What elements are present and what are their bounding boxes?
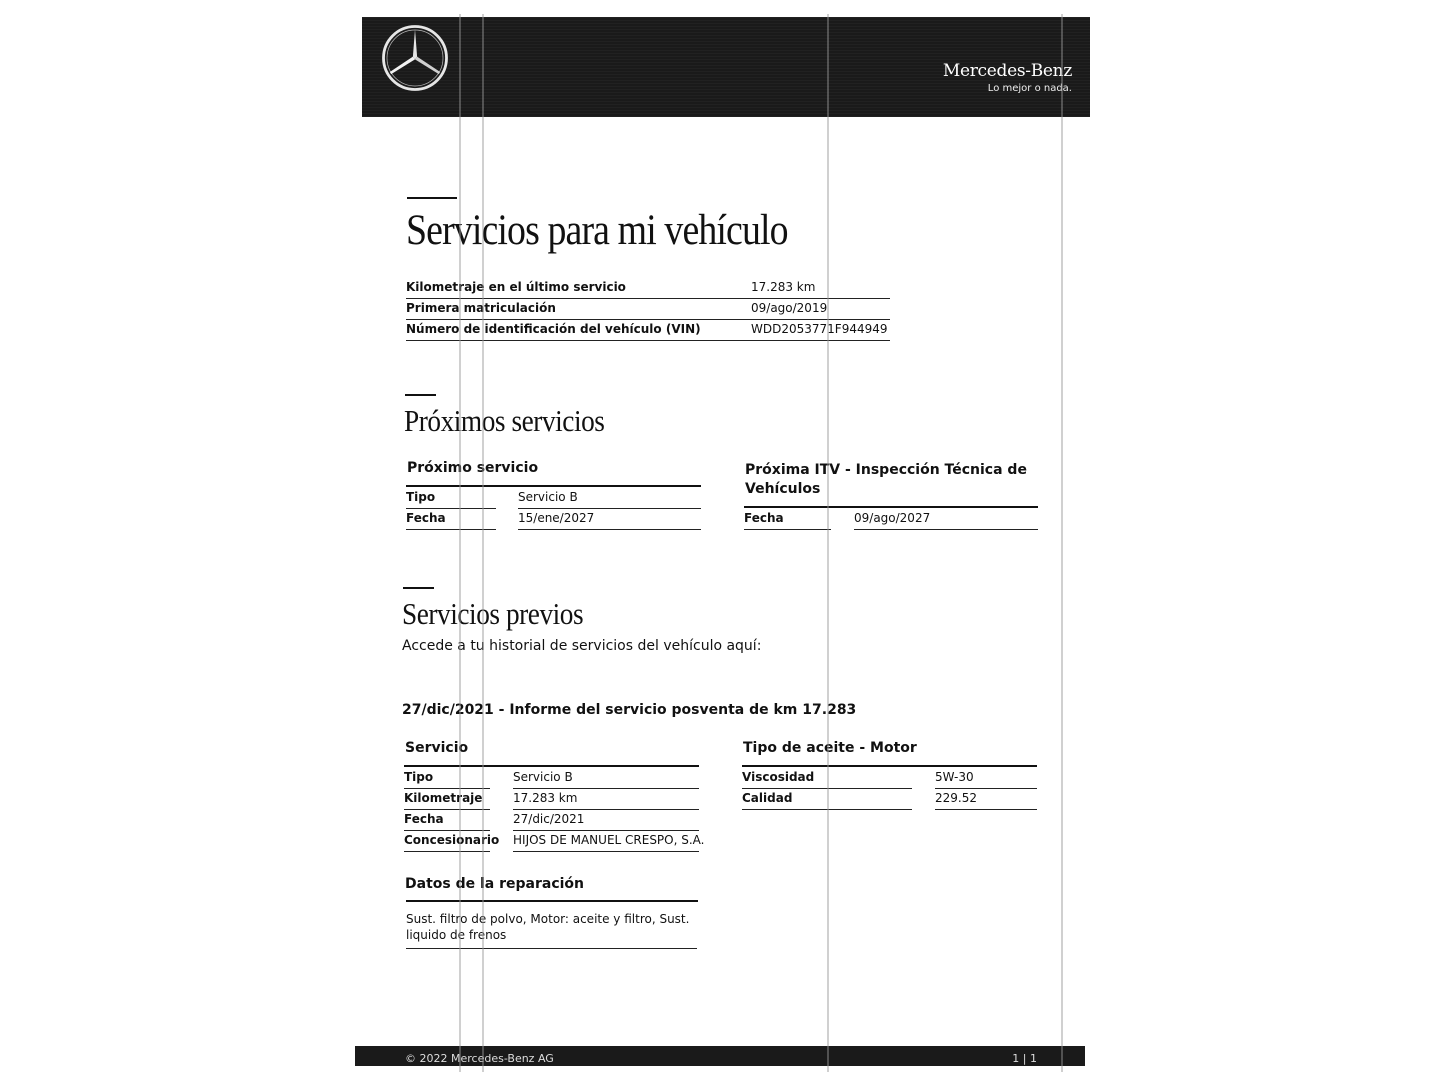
row-label: Número de identificación del vehículo (VIN) [406,322,701,336]
row-label: Tipo [406,490,436,504]
table-row [406,298,890,320]
table-row [406,277,890,299]
repair-details: Sust. filtro de polvo, Motor: aceite y filtro, Sust. liquido de frenos [406,912,690,942]
row-value: 09/ago/2019 [751,301,828,315]
report-title: 27/dic/2021 - Informe del servicio posventa de km 17.283 [402,702,857,718]
row-value: HIJOS DE MANUEL CRESPO, S.A. [513,833,705,847]
row-value: 27/dic/2021 [513,812,585,826]
table-row [742,789,1037,810]
row-value: Servicio B [513,770,573,784]
table-row [406,488,701,509]
next-service-title: Próximo servicio [407,460,539,476]
row-label: Calidad [742,791,793,805]
table-row [404,831,705,852]
service-title: Servicio [405,740,469,756]
scan-streak [1061,14,1063,1072]
row-value: Servicio B [518,490,578,504]
table-row [406,509,701,530]
row-label: Kilometraje [404,791,483,805]
itv-title-line2: Vehículos [745,481,821,497]
itv-title-line1: Próxima ITV - Inspección Técnica de [745,462,1027,478]
row-value: 17.283 km [751,280,816,294]
repair-rule [406,900,698,902]
title-rule [407,197,457,199]
table-row [404,768,699,789]
table-row [742,768,1037,789]
row-label: Tipo [404,770,434,784]
row-label: Concesionario [404,833,500,847]
row-label: Kilometraje en el último servicio [406,280,626,294]
row-value: 09/ago/2027 [854,511,931,525]
row-label: Fecha [404,812,444,826]
footer-copyright: © 2022 Mercedes-Benz AG [405,1052,554,1065]
row-label: Viscosidad [742,770,815,784]
row-label: Fecha [406,511,446,525]
row-label: Fecha [744,511,784,525]
brand-header [362,17,1090,117]
upcoming-heading: Próximos servicios [404,403,605,438]
row-label: Primera matriculación [406,301,556,315]
repair-title: Datos de la reparación [405,876,584,892]
section-rule [403,587,434,589]
section-rule [405,394,436,396]
brand-name: Mercedes-Benz [942,61,1072,81]
page-footer [355,1046,1085,1066]
page-title: Servicios para mi vehículo [406,207,788,254]
previous-intro: Accede a tu historial de servicios del vehículo aquí: [402,638,762,654]
brand-tagline: Lo mejor o nada. [987,83,1072,94]
table-row [404,810,699,831]
table-row [406,319,890,341]
table-row [404,789,699,810]
row-value: 15/ene/2027 [518,511,595,525]
row-value: 229.52 [935,791,977,805]
row-value: 5W-30 [935,770,974,784]
previous-heading: Servicios previos [402,596,584,631]
repair-bottom-rule [406,948,697,949]
scan-streak [482,14,484,1072]
scan-streak [459,14,461,1072]
oil-title: Tipo de aceite - Motor [743,740,917,756]
scan-streak [827,14,829,1072]
mercedes-star-icon [380,23,450,93]
row-value: 17.283 km [513,791,578,805]
footer-page-number: 1 | 1 [1012,1052,1037,1065]
row-value: WDD2053771F944949 [751,322,888,336]
table-row [744,509,1038,530]
